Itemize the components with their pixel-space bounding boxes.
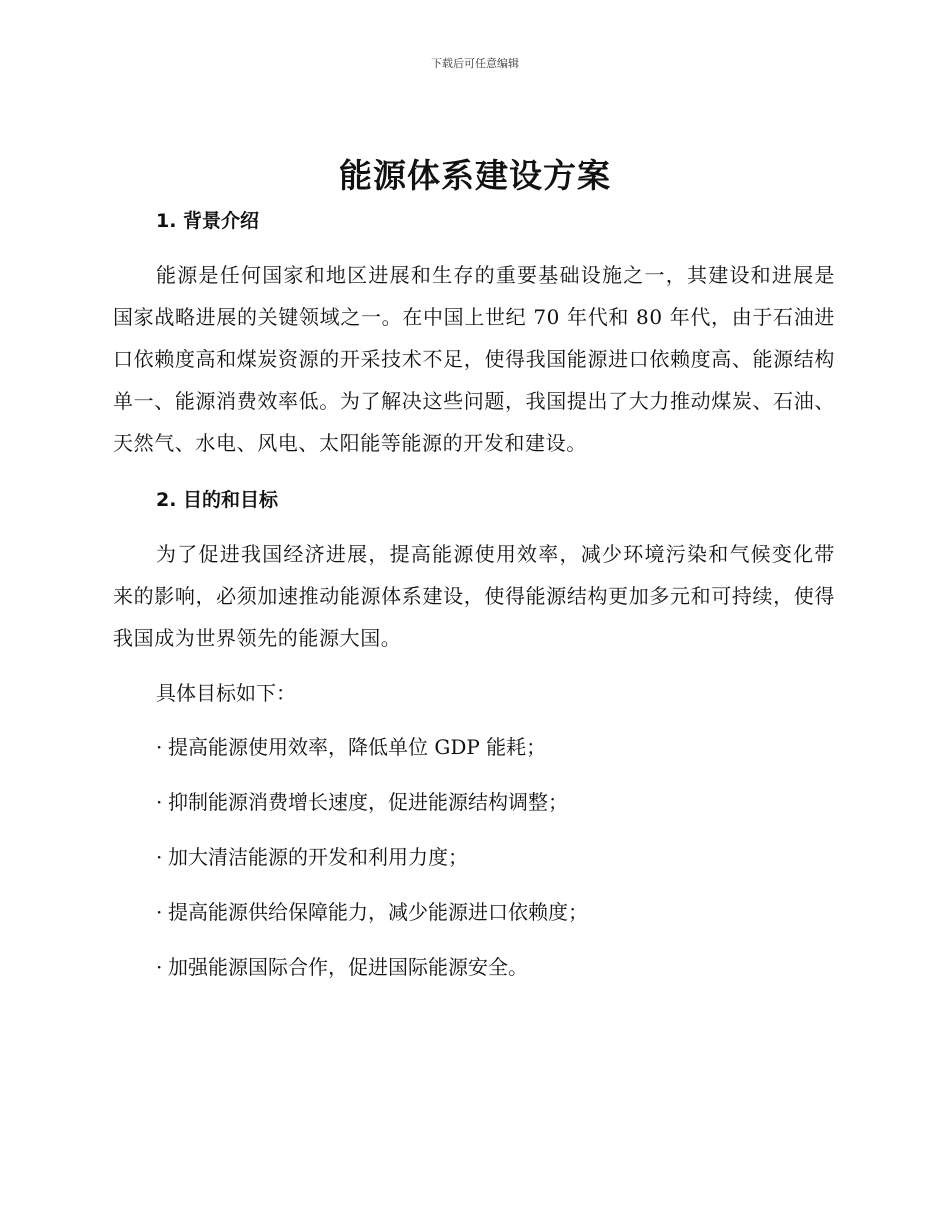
goals-intro: 具体目标如下：: [156, 681, 296, 705]
goals-list: [156, 733, 588, 1008]
background-paragraph: 能源是任何国家和地区进展和生存的重要基础设施之一，其建设和进展是国家战略进展的关键领域之一。在中国上世纪 70 年代和 80 年代，由于石油进口依赖度高和煤炭资源的开采技术不足，使得我国能源进口依赖度高、能源结构单一、能源消费效率低。为了解决这些问题，我国提出了大力推动煤炭、石油、天然气、水电、风电、太阳能等能源的开发和建设。: [113, 263, 835, 455]
goals-paragraph: 为了促进我国经济进展，提高能源使用效率，减少环境污染和气候变化带来的影响，必须加速推动能源体系建设，使得能源结构更加多元和可持续，使得我国成为世界领先的能源大国。: [113, 542, 835, 650]
bullet-icon: ·: [156, 735, 163, 759]
section-heading-background: 1. 背景介绍: [156, 210, 260, 232]
bullet-icon: ·: [156, 845, 163, 869]
list-item-text: 提高能源供给保障能力，减少能源进口依赖度；: [168, 900, 588, 924]
section-heading-goals: 2. 目的和目标: [156, 489, 279, 511]
bullet-icon: ·: [156, 900, 163, 924]
list-item-text: 抑制能源消费增长速度，促进能源结构调整；: [168, 790, 568, 814]
list-item: [156, 733, 588, 788]
bullet-icon: ·: [156, 955, 163, 979]
list-item-text: 加大清洁能源的开发和利用力度；: [168, 845, 468, 869]
list-item: [156, 953, 588, 1008]
header-note: 下载后可任意编辑: [431, 57, 519, 70]
list-item: [156, 788, 588, 843]
document-title: 能源体系建设方案: [339, 156, 611, 195]
list-item: [156, 843, 588, 898]
list-item-text: 加强能源国际合作，促进国际能源安全。: [168, 955, 528, 979]
list-item-text: 提高能源使用效率，降低单位 GDP 能耗；: [168, 735, 547, 759]
list-item: [156, 898, 588, 953]
bullet-icon: ·: [156, 790, 163, 814]
